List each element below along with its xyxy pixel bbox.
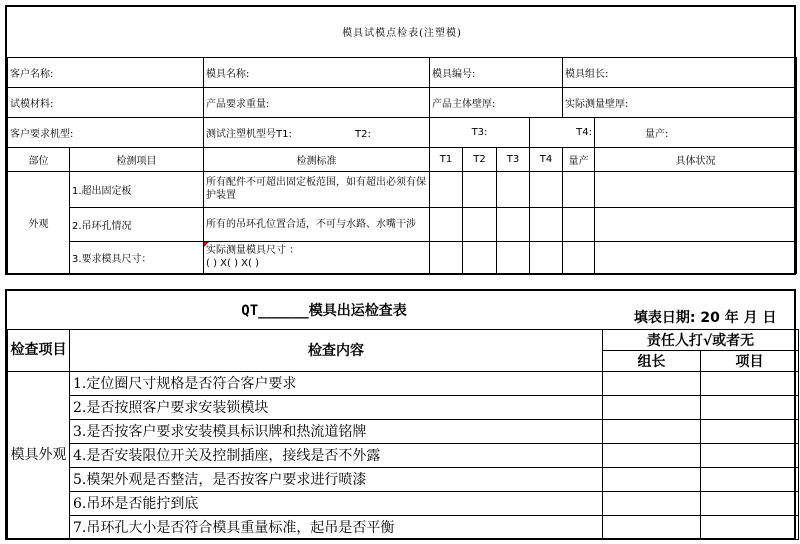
col-header-status: 具体状况 (595, 147, 797, 171)
col-header-t4: T4 (530, 147, 563, 171)
table-row (8, 171, 797, 207)
t3-cell[interactable] (497, 241, 530, 273)
item-check-cell[interactable] (701, 419, 799, 443)
mold-shipping-checklist (5, 289, 796, 540)
col-header-item: 检测项目 (70, 147, 204, 171)
item-check-cell[interactable] (701, 395, 799, 419)
output-field[interactable]: 量产: (595, 117, 797, 147)
standard-text: 实际测量模具尺寸 ： (206, 245, 300, 256)
t1-cell[interactable] (430, 207, 463, 241)
customer-name-field[interactable]: 客户名称: (8, 57, 204, 87)
t1-cell[interactable] (430, 241, 463, 273)
check-item: 3.是否按客户要求安装模具标识牌和热流道铭牌 (70, 419, 603, 443)
t3-field[interactable]: T3: (430, 117, 530, 147)
check-item: 1.定位圈尺寸规格是否符合客户要求 (70, 371, 603, 395)
col-header-standard: 检测标准 (204, 147, 430, 171)
standard-text: 所有的吊环孔位置合适，不可与水路、水嘴干涉 (204, 207, 430, 241)
status-cell[interactable] (595, 241, 797, 273)
col-header-t1: T1 (430, 147, 463, 171)
responsible-header: 责任人打√或者无 (603, 329, 799, 350)
measured-wall-thickness-field[interactable]: 实际测量壁厚: (563, 87, 797, 117)
leader-check-cell[interactable] (603, 467, 701, 491)
check-item-header: 检查项目 (8, 329, 70, 371)
output-cell[interactable] (563, 171, 595, 207)
leader-check-cell[interactable] (603, 371, 701, 395)
fill-date: 填表日期: 20 年 月 日 (633, 309, 777, 326)
customer-machine-field[interactable]: 客户要求机型: (8, 117, 204, 147)
leader-check-cell[interactable] (603, 395, 701, 419)
standard-dimensions: ( ) X( ) X( ) (206, 258, 260, 269)
mold-name-field[interactable]: 模具名称: (204, 57, 430, 87)
item-label: 1.超出固定板 (70, 171, 204, 207)
check-item: 7.吊环孔大小是否符合模具重量标准，起吊是否平衡 (70, 515, 603, 539)
table-row (8, 207, 797, 241)
test-machine-t1-label: 测试注塑机型号T1: (206, 128, 292, 140)
t4-cell[interactable] (530, 241, 563, 273)
mold-leader-field[interactable]: 模具组长: (563, 57, 797, 87)
item-check-cell[interactable] (701, 515, 799, 539)
table-row (8, 241, 797, 273)
mold-number-field[interactable]: 模具编号: (430, 57, 563, 87)
section-mold-appearance: 模具外观 (8, 371, 70, 539)
date-cell (603, 291, 799, 329)
col-header-t3: T3 (497, 147, 530, 171)
shipping-table (7, 291, 799, 540)
trial-material-field[interactable]: 试模材料: (8, 87, 204, 117)
trial-mold-checklist (5, 5, 796, 275)
section-appearance: 外观 (8, 171, 70, 273)
item-label: 3.要求模具尺寸： (70, 241, 204, 273)
t3-cell[interactable] (497, 207, 530, 241)
leader-check-cell[interactable] (603, 419, 701, 443)
leader-check-cell[interactable] (603, 515, 701, 539)
check-item: 4.是否安装限位开关及控制插座，接线是否不外露 (70, 443, 603, 467)
standard-text: 所有配件不可超出固定板范围，如有超出必须有保护装置 (204, 171, 430, 207)
item-check-cell[interactable] (701, 467, 799, 491)
output-cell[interactable] (563, 241, 595, 273)
status-cell[interactable] (595, 171, 797, 207)
check-item: 2.是否按照客户要求安装锁模块 (70, 395, 603, 419)
required-weight-field[interactable]: 产品要求重量: (204, 87, 430, 117)
t3-cell[interactable] (497, 171, 530, 207)
leader-header: 组长 (603, 350, 701, 371)
main-wall-thickness-field[interactable]: 产品主体壁厚: (430, 87, 563, 117)
leader-check-cell[interactable] (603, 443, 701, 467)
leader-check-cell[interactable] (603, 491, 701, 515)
t1-cell[interactable] (430, 171, 463, 207)
t2-cell[interactable] (463, 171, 497, 207)
standard-cell (204, 241, 430, 273)
col-header-output: 量产 (563, 147, 595, 171)
table-row (8, 467, 799, 491)
item-check-cell[interactable] (701, 443, 799, 467)
table-row (8, 443, 799, 467)
output-cell[interactable] (563, 207, 595, 241)
check-content-header: 检查内容 (70, 329, 603, 371)
table-row (8, 395, 799, 419)
t2-cell[interactable] (463, 207, 497, 241)
table-row (8, 419, 799, 443)
t4-cell[interactable] (530, 207, 563, 241)
item-label: 2.吊环孔情况 (70, 207, 204, 241)
test-machine-field[interactable] (204, 117, 430, 147)
table-row (8, 491, 799, 515)
status-cell[interactable] (595, 207, 797, 241)
comment-marker-icon (204, 242, 209, 247)
col-header-part: 部位 (8, 147, 70, 171)
sheet2-title: QT______模具出运检查表 (241, 302, 407, 319)
item-check-cell[interactable] (701, 371, 799, 395)
sheet1-title: 模具试模点检表(注塑模) (342, 28, 462, 40)
t2-label: T2: (355, 128, 371, 140)
table-row (8, 515, 799, 539)
table-row (8, 371, 799, 395)
t4-field[interactable]: T4: (530, 117, 595, 147)
col-header-t2: T2 (463, 147, 497, 171)
item-header: 项目 (701, 350, 799, 371)
item-check-cell[interactable] (701, 491, 799, 515)
t2-cell[interactable] (463, 241, 497, 273)
check-item: 6.吊环是否能拧到底 (70, 491, 603, 515)
check-item: 5.模架外观是否整洁，是否按客户要求进行喷漆 (70, 467, 603, 491)
t4-cell[interactable] (530, 171, 563, 207)
trial-mold-table (7, 7, 797, 274)
